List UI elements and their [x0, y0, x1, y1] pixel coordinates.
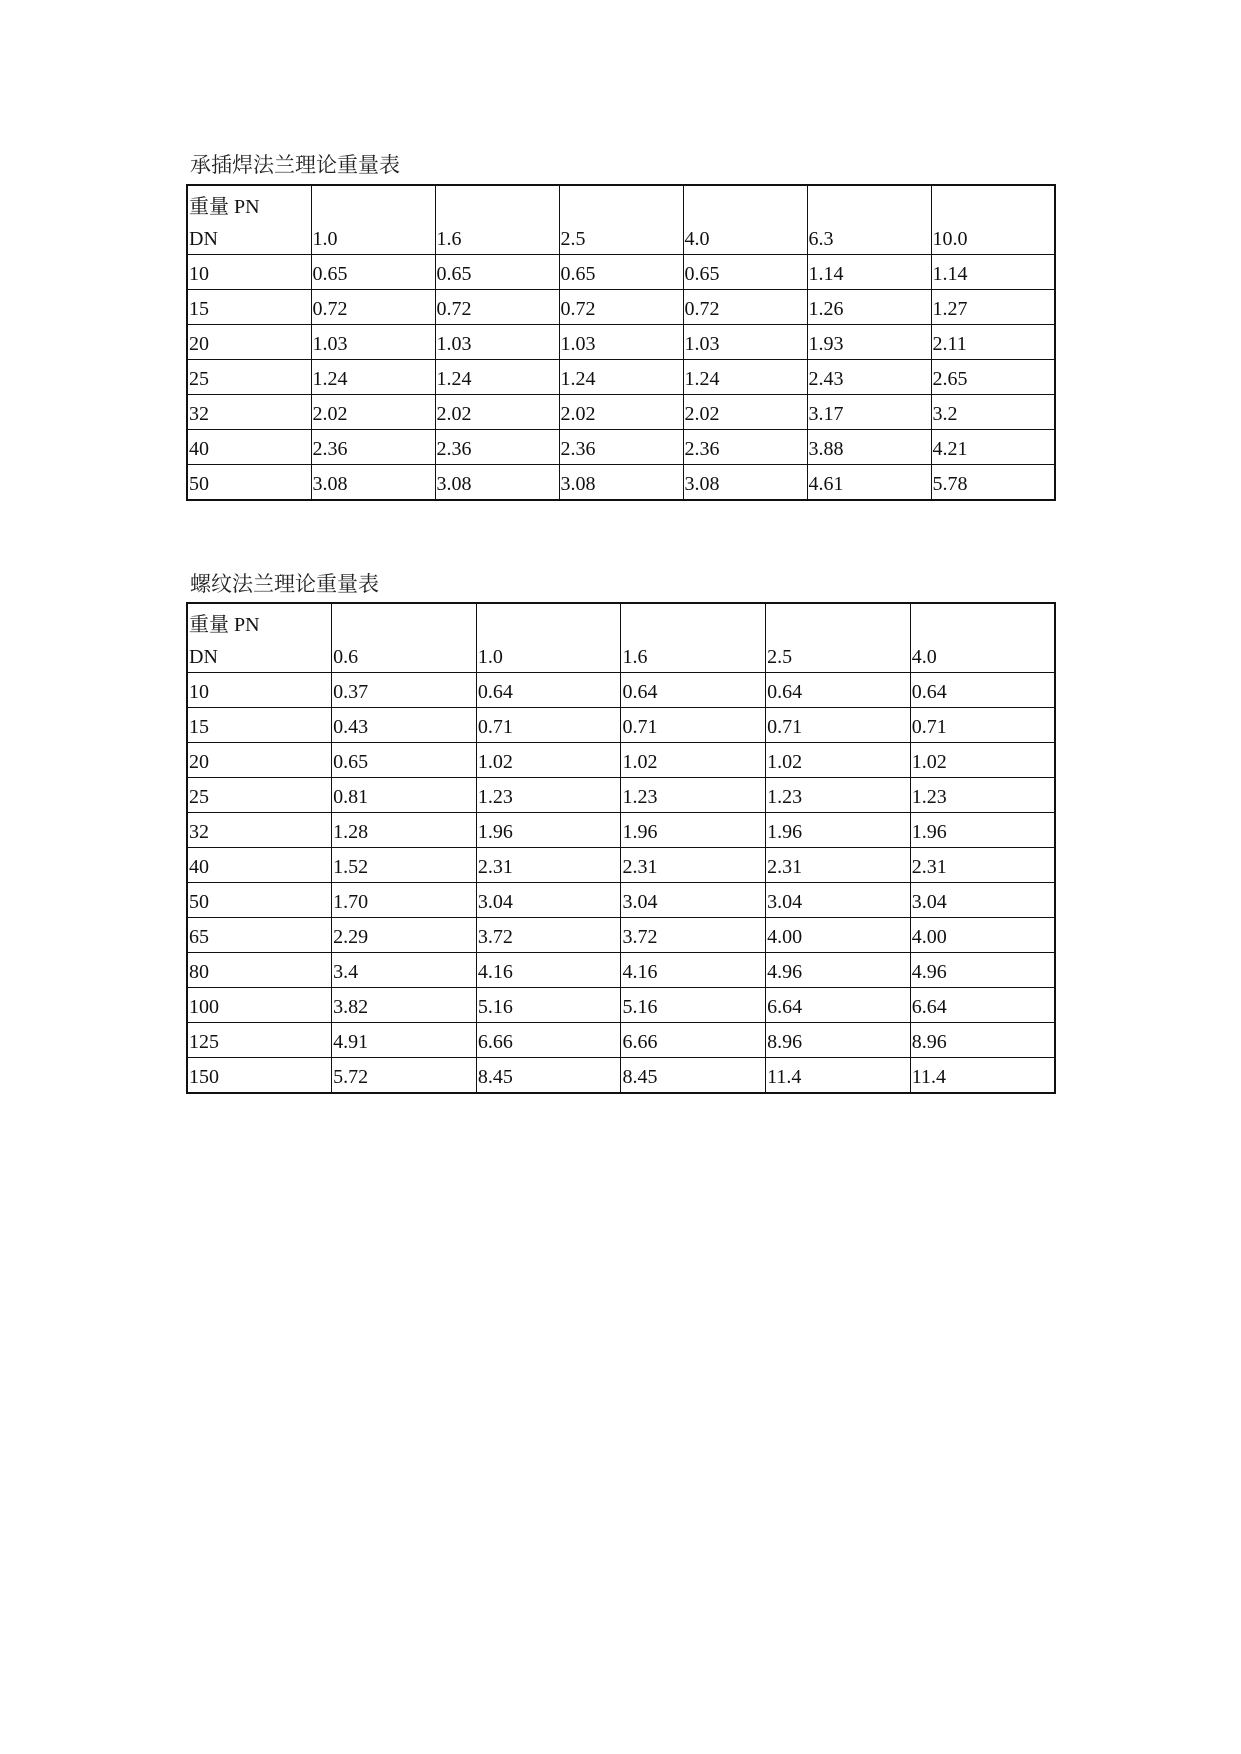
weight-cell [435, 255, 559, 290]
weight-value: 3.82 [333, 996, 369, 1018]
weight-value: 2.31 [767, 856, 803, 878]
weight-value: 1.96 [911, 821, 947, 843]
weight-cell [621, 778, 766, 813]
weight-cell [435, 465, 559, 501]
weight-cell [435, 290, 559, 325]
dn-value: 10 [189, 263, 209, 285]
table-row [187, 918, 1055, 953]
weight-value: 4.00 [767, 926, 803, 948]
dn-value: 32 [189, 403, 209, 425]
corner-header-cell [187, 603, 332, 673]
dn-cell [187, 325, 311, 360]
weight-value: 4.16 [477, 961, 513, 983]
weight-cell [766, 953, 911, 988]
weight-cell [621, 1023, 766, 1058]
weight-cell [621, 743, 766, 778]
pn-value: 6.3 [808, 228, 834, 250]
weight-cell [332, 918, 477, 953]
weight-cell [766, 743, 911, 778]
weight-cell [683, 325, 807, 360]
weight-value: 1.02 [767, 751, 803, 773]
weight-cell [332, 743, 477, 778]
dn-cell [187, 1058, 332, 1094]
weight-cell [807, 430, 931, 465]
weight-value: 2.02 [560, 403, 596, 425]
weight-value: 8.45 [477, 1066, 513, 1088]
weight-cell [435, 360, 559, 395]
socket-weld-flange-weight-table [186, 184, 1056, 501]
weight-cell [476, 1058, 621, 1094]
weight-value: 1.28 [333, 821, 369, 843]
weight-cell [435, 395, 559, 430]
weight-value: 8.45 [622, 1066, 658, 1088]
weight-value: 4.96 [911, 961, 947, 983]
weight-value: 8.96 [767, 1031, 803, 1053]
weight-value: 1.70 [333, 891, 369, 913]
weight-value: 4.61 [808, 473, 844, 495]
weight-value: 3.04 [622, 891, 658, 913]
weight-cell [621, 918, 766, 953]
weight-value: 6.64 [911, 996, 947, 1018]
weight-value: 1.52 [333, 856, 369, 878]
weight-value: 0.64 [767, 681, 803, 703]
weight-cell [559, 395, 683, 430]
weight-cell [931, 255, 1055, 290]
weight-cell [476, 708, 621, 743]
weight-cell [559, 360, 683, 395]
weight-value: 2.02 [684, 403, 720, 425]
weight-value: 1.23 [767, 786, 803, 808]
pn-header-cell [807, 185, 931, 255]
weight-cell [332, 848, 477, 883]
weight-cell [766, 988, 911, 1023]
weight-cell [621, 988, 766, 1023]
table-row [187, 1023, 1055, 1058]
weight-value: 1.14 [932, 263, 968, 285]
weight-cell [910, 673, 1055, 708]
weight-value: 5.16 [477, 996, 513, 1018]
weight-cell [931, 430, 1055, 465]
dn-cell [187, 743, 332, 778]
weight-value: 3.88 [808, 438, 844, 460]
pn-header-cell [476, 603, 621, 673]
weight-cell [766, 883, 911, 918]
weight-value: 3.04 [911, 891, 947, 913]
weight-value: 1.23 [911, 786, 947, 808]
table-row [187, 848, 1055, 883]
dn-cell [187, 430, 311, 465]
weight-value: 1.03 [684, 333, 720, 355]
weight-value: 1.93 [808, 333, 844, 355]
pn-header-cell [766, 603, 911, 673]
weight-value: 8.96 [911, 1031, 947, 1053]
weight-cell [476, 1023, 621, 1058]
weight-value: 3.08 [560, 473, 596, 495]
weight-pn-label: 重量 PN [189, 196, 260, 218]
weight-cell [683, 255, 807, 290]
weight-value: 2.36 [312, 438, 348, 460]
pn-header-cell [621, 603, 766, 673]
dn-value: 80 [189, 961, 209, 983]
weight-cell [910, 848, 1055, 883]
weight-cell [332, 813, 477, 848]
table-row [187, 743, 1055, 778]
corner-header-cell [187, 185, 311, 255]
weight-cell [766, 848, 911, 883]
weight-cell [910, 988, 1055, 1023]
weight-value: 3.08 [436, 473, 472, 495]
table-row [187, 360, 1055, 395]
pn-value: 0.6 [333, 646, 359, 668]
weight-value: 1.96 [477, 821, 513, 843]
dn-value: 150 [189, 1066, 219, 1088]
pn-value: 1.6 [622, 646, 648, 668]
weight-cell [332, 953, 477, 988]
weight-cell [766, 918, 911, 953]
weight-cell [435, 430, 559, 465]
weight-cell [621, 708, 766, 743]
weight-cell [910, 1023, 1055, 1058]
dn-cell [187, 778, 332, 813]
weight-cell [476, 813, 621, 848]
weight-cell [910, 1058, 1055, 1094]
weight-cell [332, 778, 477, 813]
dn-value: 32 [189, 821, 209, 843]
weight-value: 3.04 [767, 891, 803, 913]
weight-value: 2.36 [560, 438, 596, 460]
weight-cell [621, 673, 766, 708]
weight-cell [683, 360, 807, 395]
table-row [187, 953, 1055, 988]
pn-value: 1.6 [436, 228, 462, 250]
weight-cell [766, 778, 911, 813]
dn-label: DN [189, 646, 218, 668]
weight-value: 1.14 [808, 263, 844, 285]
weight-value: 0.65 [333, 751, 369, 773]
dn-cell [187, 395, 311, 430]
weight-value: 0.64 [622, 681, 658, 703]
weight-cell [332, 708, 477, 743]
table-title-threaded: 螺纹法兰理论重量表 [190, 572, 379, 596]
weight-value: 5.72 [333, 1066, 369, 1088]
dn-cell [187, 918, 332, 953]
dn-cell [187, 1023, 332, 1058]
weight-value: 0.64 [911, 681, 947, 703]
table-row [187, 988, 1055, 1023]
weight-cell [559, 255, 683, 290]
weight-cell [311, 465, 435, 501]
dn-cell [187, 813, 332, 848]
dn-cell [187, 988, 332, 1023]
weight-cell [476, 988, 621, 1023]
weight-cell [476, 848, 621, 883]
weight-value: 1.02 [911, 751, 947, 773]
weight-cell [311, 430, 435, 465]
weight-cell [332, 883, 477, 918]
dn-value: 50 [189, 891, 209, 913]
weight-cell [559, 430, 683, 465]
weight-cell [910, 918, 1055, 953]
weight-cell [311, 325, 435, 360]
weight-value: 0.72 [312, 298, 348, 320]
weight-value: 2.29 [333, 926, 369, 948]
weight-value: 2.31 [911, 856, 947, 878]
dn-value: 25 [189, 368, 209, 390]
table-title-socket-weld: 承插焊法兰理论重量表 [190, 153, 400, 177]
pn-header-cell [311, 185, 435, 255]
pn-header-cell [332, 603, 477, 673]
weight-cell [621, 813, 766, 848]
weight-cell [807, 395, 931, 430]
table-row [187, 673, 1055, 708]
weight-value: 4.00 [911, 926, 947, 948]
weight-value: 1.03 [436, 333, 472, 355]
weight-value: 3.4 [333, 961, 359, 983]
dn-value: 10 [189, 681, 209, 703]
weight-cell [435, 325, 559, 360]
weight-cell [766, 813, 911, 848]
weight-value: 0.72 [684, 298, 720, 320]
weight-cell [910, 813, 1055, 848]
table-row [187, 395, 1055, 430]
weight-cell [621, 1058, 766, 1094]
weight-value: 1.24 [312, 368, 348, 390]
pn-value: 2.5 [767, 646, 793, 668]
weight-value: 2.43 [808, 368, 844, 390]
weight-value: 1.24 [436, 368, 472, 390]
weight-cell [476, 953, 621, 988]
table-row [187, 255, 1055, 290]
weight-value: 2.36 [436, 438, 472, 460]
weight-value: 4.91 [333, 1031, 369, 1053]
weight-value: 5.78 [932, 473, 968, 495]
pn-header-cell [435, 185, 559, 255]
table-row [187, 465, 1055, 501]
weight-cell [910, 708, 1055, 743]
weight-value: 1.24 [684, 368, 720, 390]
weight-value: 3.04 [477, 891, 513, 913]
pn-header-cell [559, 185, 683, 255]
table-row [187, 778, 1055, 813]
table-row [187, 813, 1055, 848]
dn-value: 50 [189, 473, 209, 495]
weight-cell [683, 430, 807, 465]
weight-value: 2.31 [477, 856, 513, 878]
weight-value: 3.72 [477, 926, 513, 948]
weight-value: 3.17 [808, 403, 844, 425]
dn-cell [187, 465, 311, 501]
dn-value: 15 [189, 298, 209, 320]
weight-cell [910, 743, 1055, 778]
weight-value: 6.64 [767, 996, 803, 1018]
weight-cell [476, 778, 621, 813]
table-row [187, 1058, 1055, 1094]
dn-value: 40 [189, 856, 209, 878]
weight-value: 1.23 [477, 786, 513, 808]
weight-cell [807, 290, 931, 325]
weight-cell [476, 673, 621, 708]
weight-value: 1.96 [622, 821, 658, 843]
weight-value: 1.03 [560, 333, 596, 355]
weight-cell [621, 953, 766, 988]
dn-value: 15 [189, 716, 209, 738]
table-row [187, 430, 1055, 465]
weight-cell [931, 465, 1055, 501]
weight-cell [476, 918, 621, 953]
weight-value: 3.08 [312, 473, 348, 495]
dn-value: 125 [189, 1031, 219, 1053]
weight-cell [910, 953, 1055, 988]
weight-value: 6.66 [622, 1031, 658, 1053]
weight-value: 1.02 [622, 751, 658, 773]
dn-cell [187, 255, 311, 290]
weight-cell [621, 848, 766, 883]
weight-value: 0.43 [333, 716, 369, 738]
table-row [187, 883, 1055, 918]
pn-value: 10.0 [932, 228, 968, 250]
weight-cell [476, 883, 621, 918]
dn-label: DN [189, 228, 218, 250]
weight-value: 4.16 [622, 961, 658, 983]
dn-value: 20 [189, 751, 209, 773]
weight-cell [766, 1058, 911, 1094]
weight-cell [910, 883, 1055, 918]
table-row [187, 325, 1055, 360]
weight-value: 2.11 [932, 333, 967, 355]
weight-cell [910, 778, 1055, 813]
pn-value: 2.5 [560, 228, 586, 250]
weight-cell [332, 988, 477, 1023]
weight-value: 1.26 [808, 298, 844, 320]
weight-value: 1.27 [932, 298, 968, 320]
weight-value: 1.96 [767, 821, 803, 843]
weight-value: 0.65 [684, 263, 720, 285]
dn-cell [187, 883, 332, 918]
weight-cell [332, 673, 477, 708]
weight-value: 11.4 [767, 1066, 802, 1088]
weight-value: 6.66 [477, 1031, 513, 1053]
weight-cell [683, 465, 807, 501]
weight-value: 1.03 [312, 333, 348, 355]
weight-cell [621, 883, 766, 918]
dn-cell [187, 673, 332, 708]
weight-value: 1.24 [560, 368, 596, 390]
dn-cell [187, 290, 311, 325]
weight-value: 0.72 [560, 298, 596, 320]
pn-value: 4.0 [684, 228, 710, 250]
pn-header-cell [931, 185, 1055, 255]
weight-value: 0.71 [622, 716, 658, 738]
table-row [187, 290, 1055, 325]
weight-cell [683, 395, 807, 430]
weight-cell [766, 708, 911, 743]
weight-cell [931, 290, 1055, 325]
weight-cell [931, 395, 1055, 430]
weight-cell [332, 1058, 477, 1094]
weight-cell [476, 743, 621, 778]
dn-cell [187, 360, 311, 395]
weight-value: 0.72 [436, 298, 472, 320]
dn-value: 25 [189, 786, 209, 808]
weight-cell [311, 360, 435, 395]
weight-value: 3.08 [684, 473, 720, 495]
weight-cell [332, 1023, 477, 1058]
weight-value: 0.64 [477, 681, 513, 703]
weight-cell [559, 325, 683, 360]
dn-cell [187, 953, 332, 988]
weight-value: 2.31 [622, 856, 658, 878]
weight-value: 1.23 [622, 786, 658, 808]
pn-header-cell [910, 603, 1055, 673]
weight-value: 4.96 [767, 961, 803, 983]
dn-value: 40 [189, 438, 209, 460]
weight-cell [807, 465, 931, 501]
pn-value: 1.0 [477, 646, 503, 668]
weight-value: 0.71 [767, 716, 803, 738]
weight-cell [559, 465, 683, 501]
weight-value: 0.71 [911, 716, 947, 738]
weight-cell [807, 325, 931, 360]
weight-cell [931, 360, 1055, 395]
dn-value: 20 [189, 333, 209, 355]
header-row [187, 185, 1055, 255]
dn-value: 100 [189, 996, 219, 1018]
weight-value: 3.2 [932, 403, 958, 425]
weight-cell [807, 360, 931, 395]
weight-cell [311, 395, 435, 430]
weight-value: 2.02 [436, 403, 472, 425]
weight-value: 0.65 [312, 263, 348, 285]
weight-value: 0.81 [333, 786, 369, 808]
pn-value: 1.0 [312, 228, 338, 250]
weight-value: 11.4 [911, 1066, 947, 1088]
header-row [187, 603, 1055, 673]
weight-value: 0.71 [477, 716, 513, 738]
weight-cell [311, 290, 435, 325]
weight-value: 2.65 [932, 368, 968, 390]
weight-cell [559, 290, 683, 325]
weight-value: 0.37 [333, 681, 369, 703]
weight-value: 1.02 [477, 751, 513, 773]
pn-value: 4.0 [911, 646, 937, 668]
weight-cell [931, 325, 1055, 360]
weight-value: 2.02 [312, 403, 348, 425]
threaded-flange-weight-table [186, 602, 1056, 1094]
table-row [187, 708, 1055, 743]
dn-value: 65 [189, 926, 209, 948]
dn-cell [187, 708, 332, 743]
weight-value: 3.72 [622, 926, 658, 948]
weight-value: 0.65 [436, 263, 472, 285]
weight-pn-label: 重量 PN [189, 614, 260, 636]
weight-cell [683, 290, 807, 325]
weight-value: 0.65 [560, 263, 596, 285]
weight-cell [766, 673, 911, 708]
weight-cell [807, 255, 931, 290]
weight-cell [766, 1023, 911, 1058]
pn-header-cell [683, 185, 807, 255]
weight-cell [311, 255, 435, 290]
weight-value: 5.16 [622, 996, 658, 1018]
weight-value: 2.36 [684, 438, 720, 460]
weight-value: 4.21 [932, 438, 968, 460]
dn-cell [187, 848, 332, 883]
